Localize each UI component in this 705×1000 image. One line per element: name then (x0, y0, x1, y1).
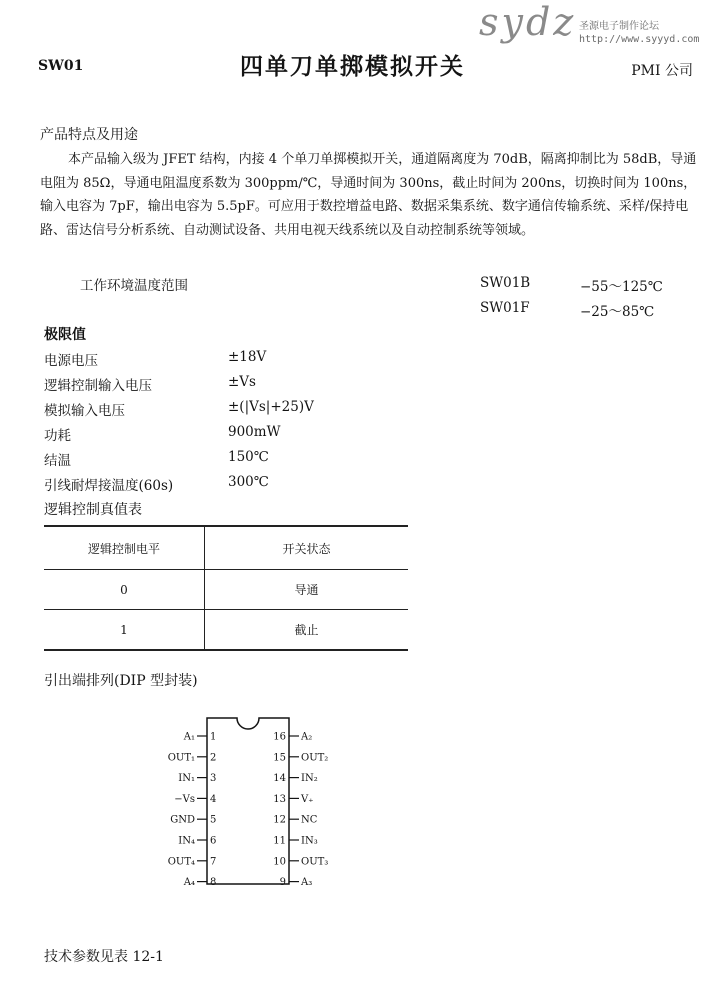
pin-number: 8 (210, 877, 217, 889)
pin-number: 3 (210, 773, 217, 785)
temp-range: −25～85℃ (580, 304, 655, 320)
pin-label: A₃ (301, 877, 313, 889)
pin-label: −Vs (174, 793, 195, 805)
logic-level-cell: 0 (44, 570, 205, 610)
temp-model: SW01F (480, 300, 530, 316)
switch-state-cell: 导通 (205, 570, 409, 610)
column-header: 开关状态 (205, 526, 409, 570)
pin-label: OUT₄ (167, 856, 195, 868)
pin-label: V₊ (301, 793, 314, 805)
pin-number: 16 (273, 731, 286, 743)
pin-number: 13 (273, 793, 286, 805)
pin-number: 10 (273, 856, 286, 868)
operating-temp-label: 工作环境温度范围 (80, 278, 188, 294)
footer-note: 技术参数见表 12-1 (44, 949, 164, 965)
pin-number: 7 (210, 856, 217, 868)
pin-label: OUT₁ (167, 752, 195, 764)
column-header: 逻辑控制电平 (44, 526, 205, 570)
pin-label: IN₁ (178, 773, 195, 785)
pin-label: IN₂ (301, 773, 318, 785)
pin-label: OUT₂ (301, 752, 329, 764)
limit-value: 900mW (228, 424, 281, 440)
limit-label: 结温 (44, 453, 71, 469)
dip-package-diagram (160, 710, 360, 890)
page-title: 四单刀单掷模拟开关 (240, 54, 465, 80)
features-heading: 产品特点及用途 (40, 127, 138, 143)
temp-range: −55～125℃ (580, 279, 663, 295)
limit-label: 功耗 (44, 428, 71, 444)
pin-label: IN₃ (301, 835, 318, 847)
pin-number: 9 (279, 877, 286, 889)
pin-number: 4 (210, 793, 217, 805)
watermark-logo: sydz (479, 0, 577, 44)
truth-table (44, 525, 408, 651)
switch-state-cell: 截止 (205, 610, 409, 651)
pin-number: 15 (273, 752, 286, 764)
pin-number: 6 (210, 835, 217, 847)
limit-value: ±18V (228, 349, 267, 365)
pin-number: 14 (273, 773, 286, 785)
pin-number: 2 (210, 752, 217, 764)
limit-value: 300℃ (228, 474, 269, 490)
limit-label: 逻辑控制输入电压 (44, 378, 152, 394)
logic-level-cell: 1 (44, 610, 205, 651)
temp-model: SW01B (480, 275, 531, 291)
table-row (44, 610, 408, 651)
limit-value: ±(|Vs|+25)V (228, 399, 314, 415)
company-name: PMI 公司 (631, 63, 693, 79)
part-code: SW01 (38, 58, 84, 74)
table-row (44, 570, 408, 610)
limit-label: 模拟输入电压 (44, 403, 125, 419)
pin-label: IN₄ (178, 835, 195, 847)
limit-label: 电源电压 (44, 353, 98, 369)
truth-table-heading: 逻辑控制真值表 (44, 502, 142, 518)
limit-value: 150℃ (228, 449, 269, 465)
pin-label: A₂ (301, 731, 313, 743)
pin-number: 1 (210, 731, 217, 743)
left-pins (168, 732, 217, 889)
watermark-site-name: 圣源电子制作论坛 (579, 21, 659, 32)
limits-heading: 极限值 (44, 327, 86, 343)
pinout-heading: 引出端排列(DIP 型封装) (44, 673, 198, 689)
pin-label: OUT₃ (301, 856, 329, 868)
pin-number: 5 (210, 814, 217, 826)
right-pins (273, 732, 328, 889)
pin-label: NC (301, 814, 318, 826)
pin-number: 11 (273, 835, 286, 847)
site-watermark (475, 0, 700, 54)
pin-number: 12 (273, 814, 286, 826)
watermark-url: http://www.syyyd.com (579, 34, 700, 45)
pin-label: A₄ (183, 877, 195, 889)
features-body: 本产品输入级为 JFET 结构，内接 4 个单刀单掷模拟开关，通道隔离度为 70dB，隔离抑制比为 58dB，导通电阻为 85Ω，导通电阻温度系数为 300ppm/℃，导通时间为 300ns，截止时间为 200ns，切换时间为 100ns，输入电容为 7pF，输出电容为 5.5pF。可应用于数控增益电路、数据采集系统、数字通信传输系统、采样/保持电路、雷达信号分析系统、自动测试设备、共用电视天线系统以及自动控制系统等领域。 (40, 152, 697, 238)
limit-value: ±Vs (228, 374, 256, 390)
pin-label: GND (170, 814, 195, 826)
table-header-row (44, 526, 408, 570)
pin-label: A₁ (183, 731, 195, 743)
limit-label: 引线耐焊接温度(60s) (44, 478, 174, 494)
